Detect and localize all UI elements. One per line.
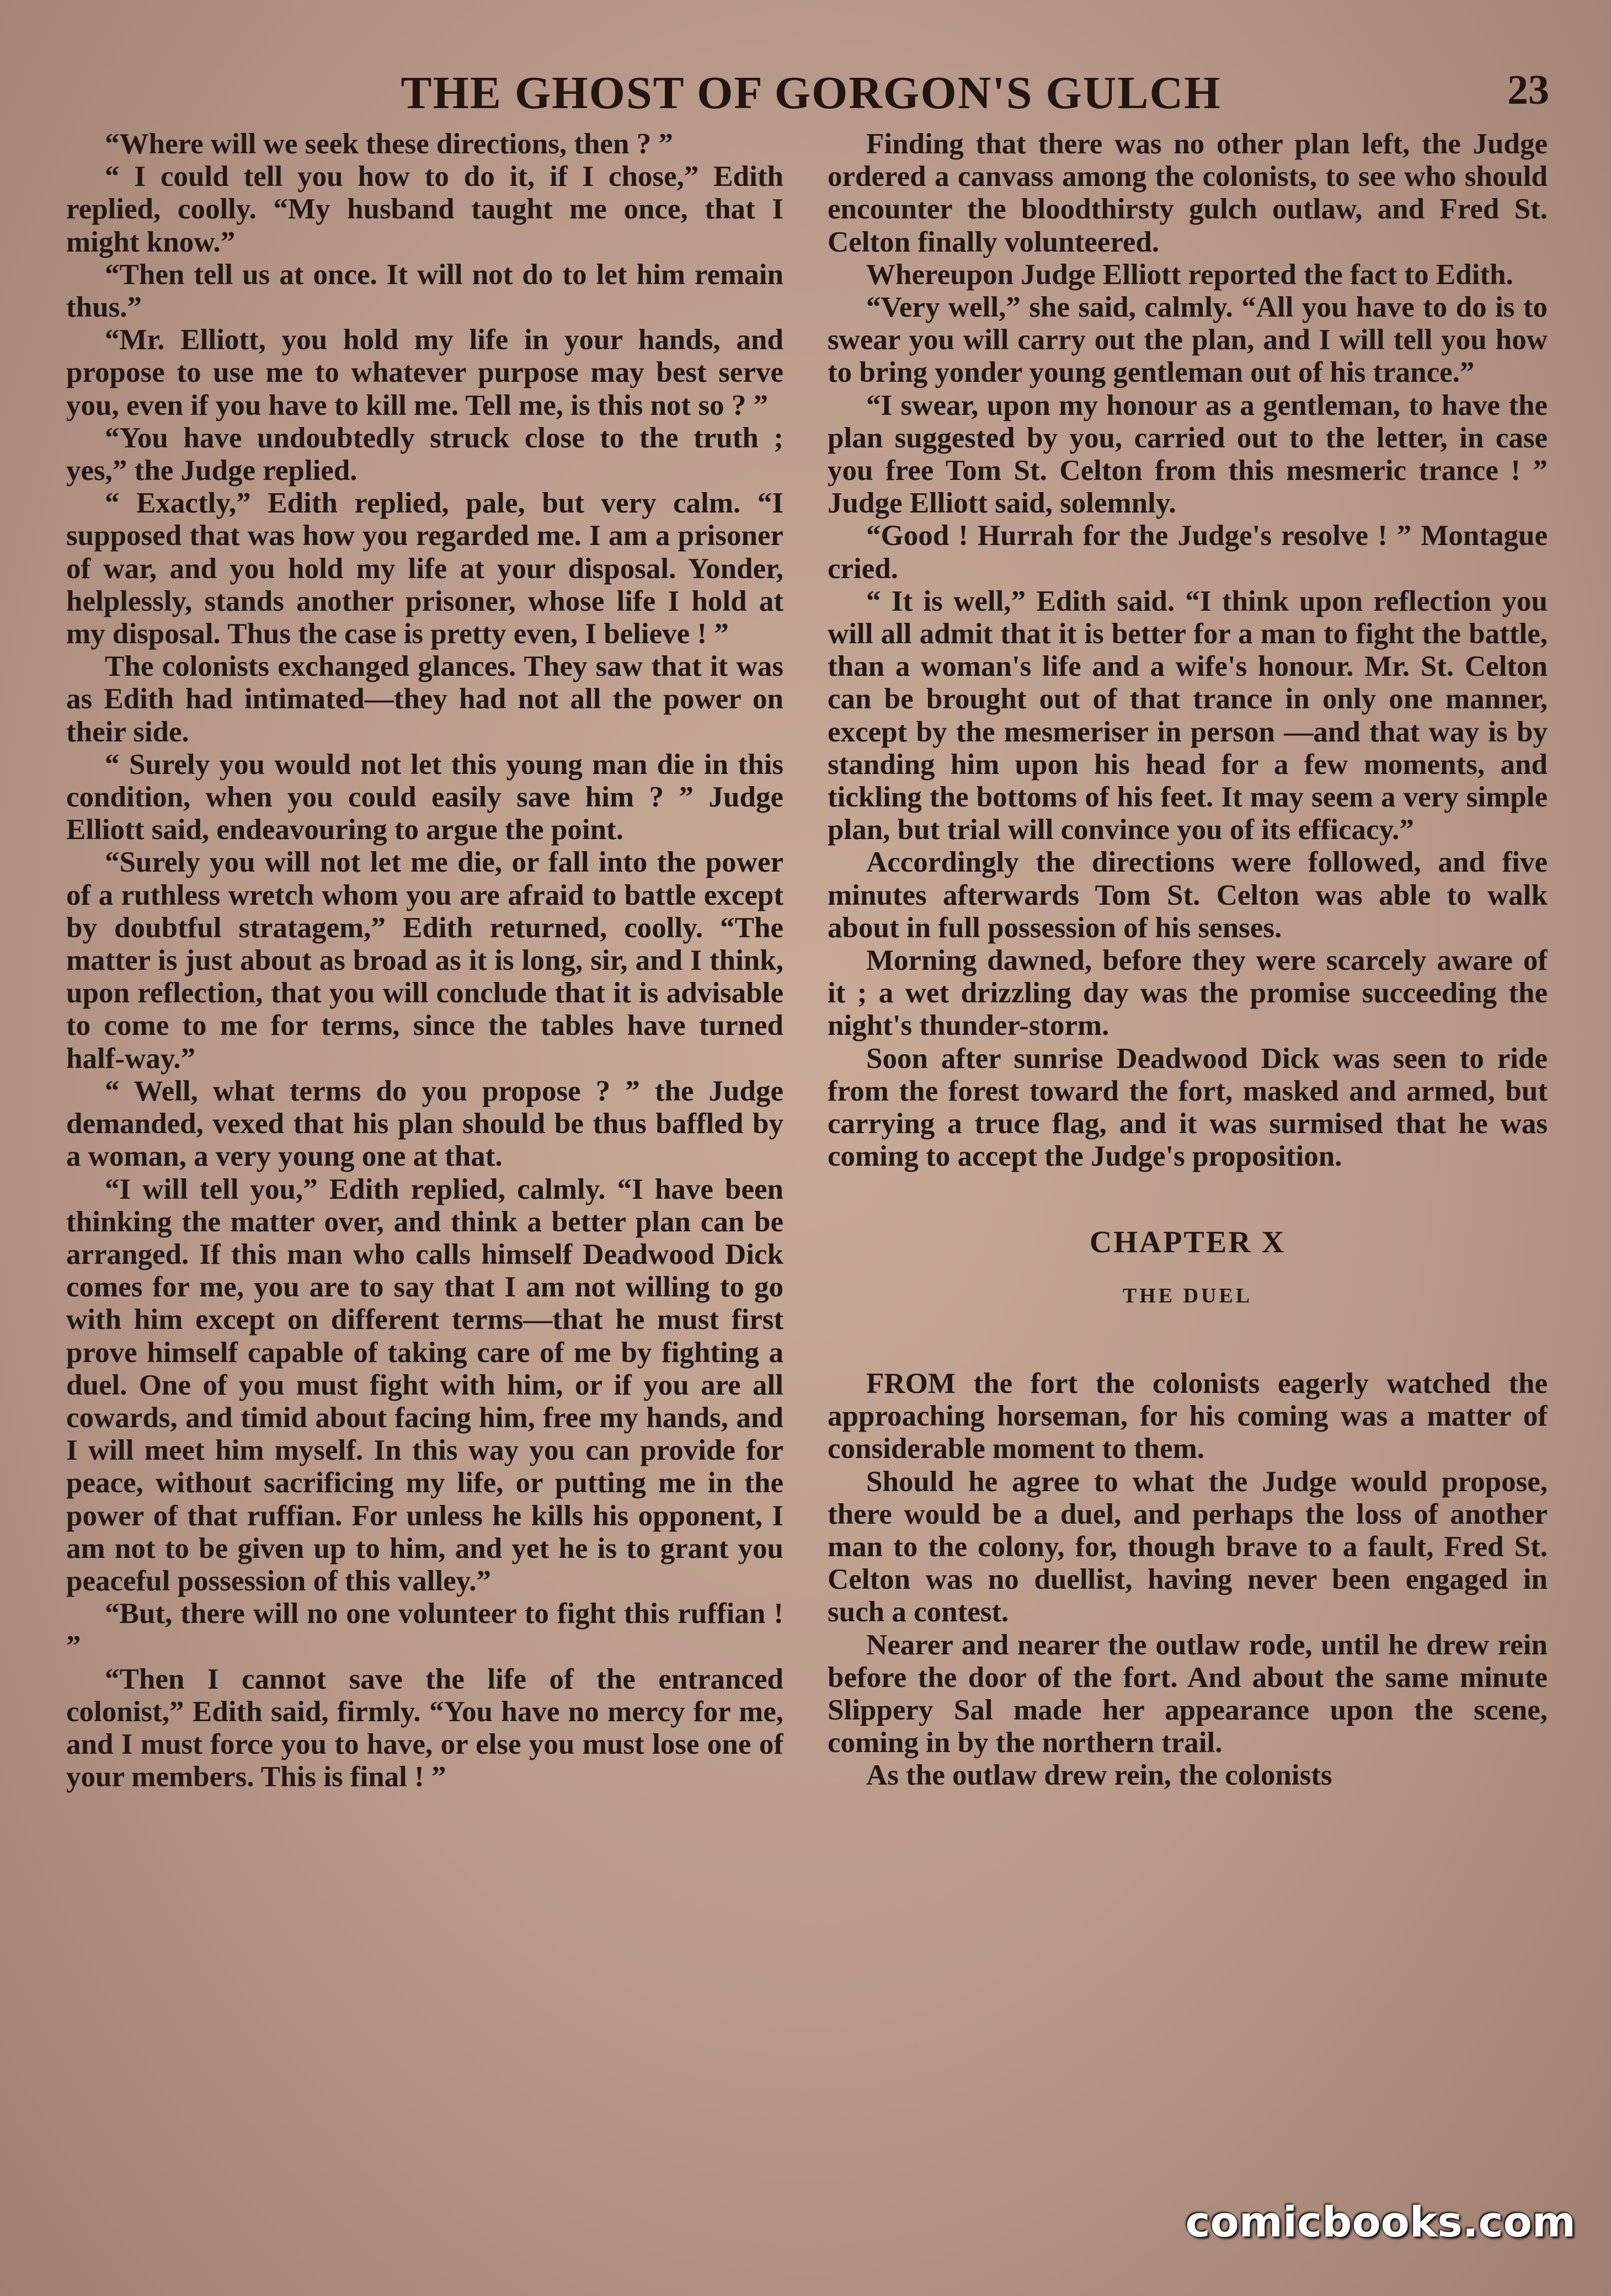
paragraph: Finding that there was no other plan left, the Judge ordered a canvass among the colonists, to see who should encounter the bloodthirsty gulch outlaw, and Fred St. Celton finally volunteered. — [828, 128, 1548, 258]
paragraph: “ Surely you would not let this young man die in this condition, when you could easily save him ? ” Judge Elliott said, endeavouring to argue the point. — [66, 748, 783, 846]
chapter-subtitle: THE DUEL — [1122, 1284, 1253, 1307]
paragraph: “Then tell us at once. It will not do to let him remain thus.” — [66, 258, 783, 324]
page-header — [66, 66, 1556, 127]
paragraph: “Very well,” she said, calmly. “All you have to do is to swear you will carry out the plan, and I will tell you how to bring yonder young gentleman out of his trance.” — [828, 291, 1548, 389]
left-column — [66, 128, 783, 2235]
paragraph: “ Well, what terms do you propose ? ” the Judge demanded, vexed that his plan should be thus baffled by a woman, a very young one at that. — [66, 1075, 783, 1173]
paragraph: “Where will we seek these directions, then ? ” — [105, 128, 673, 160]
paragraph: “Good ! Hurrah for the Judge's resolve ! ” Montague cried. — [828, 520, 1548, 585]
paragraph: “ I could tell you how to do it, if I chose,” Edith replied, coolly. “My husband taught me once, that I might know.” — [66, 161, 783, 258]
chapter-heading: CHAPTER X — [1089, 1225, 1286, 1259]
running-title: THE GHOST OF GORGON'S GULCH — [401, 67, 1221, 119]
paragraph: “Then I cannot save the life of the entranced colonist,” Edith said, firmly. “You have no mercy for me, and I must force you to have, or else you must lose one of your members. This is final ! ” — [66, 1663, 783, 1793]
paragraph: “Surely you will not let me die, or fall into the power of a ruthless wretch whom you are afraid to battle except by doubtful stratagem,” Edith returned, coolly. “The matter is just about as broad as it is long, sir, and I think, upon reflection, that you will conclude that it is advisable to come to me for terms, since the tables have turned half-way.” — [66, 846, 783, 1075]
paragraph: “I will tell you,” Edith replied, calmly. “I have been thinking the matter over, and think a better plan can be arranged. If this man who calls himself Deadwood Dick comes for me, you are to say that I am not willing to go with him except on different terms—that he must first prove himself capable of taking care of me by fighting a duel. One of you must fight with him, or if you are all cowards, and timid about facing him, free my hands, and I will meet him myself. In this way you can provide for peace, without sacrificing my life, or putting me in the power of that ruffian. For unless he kills his opponent, I am not to be given up to him, and yet he is to grant you peaceful possession of this valley.” — [66, 1173, 783, 1597]
paragraph: As the outlaw drew rein, the colonists — [866, 1759, 1332, 1792]
paragraph: “But, there will no one volunteer to fight this ruffian ! ” — [66, 1598, 783, 1663]
page-number: 23 — [1507, 67, 1549, 113]
paragraph: The colonists exchanged glances. They saw that it was as Edith had intimated—they had not all the power on their side. — [66, 650, 783, 748]
paragraph: FROM the fort the colonists eagerly watched the approaching horseman, for his coming was a matter of considerable moment to them. — [828, 1367, 1548, 1465]
paragraph: “I swear, upon my honour as a gentleman, to have the plan suggested by you, carried out to the letter, in case you free Tom St. Celton from this mesmeric trance ! ” Judge Elliott said, solemnly. — [828, 389, 1548, 520]
paragraph: “ It is well,” Edith said. “I think upon reflection you will all admit that it is better for a man to fight the battle, than a woman's life and a wife's honour. Mr. St. Celton can be brought out of that trance in only one manner, except by the mesmeriser in person —and that way is by standing him upon his head for a few moments, and tickling the bottoms of his feet. It may seem a very simple plan, but trial will convince you of its efficacy.” — [828, 585, 1548, 846]
site-watermark: comicbooks.com — [1185, 2197, 1576, 2246]
paragraph: Soon after sunrise Deadwood Dick was seen to ride from the forest toward the fort, masked and armed, but carrying a truce flag, and it was surmised that he was coming to accept the Judge's proposition. — [828, 1042, 1548, 1173]
right-column — [828, 128, 1548, 2235]
paragraph: Should he agree to what the Judge would propose, there would be a duel, and perhaps the loss of another man to the colony, for, though brave to a fault, Fred St. Celton was no duellist, having never been engaged in such a contest. — [828, 1465, 1548, 1628]
paragraph: Morning dawned, before they were scarcely aware of it ; a wet drizzling day was the promise succeeding the night's thunder-storm. — [828, 944, 1548, 1042]
paragraph: Whereupon Judge Elliott reported the fact to Edith. — [866, 258, 1513, 291]
paragraph: Nearer and nearer the outlaw rode, until he drew rein before the door of the fort. And about the same minute Slippery Sal made her appearance upon the scene, coming in by the northern trail. — [828, 1628, 1548, 1759]
paragraph: “ Exactly,” Edith replied, pale, but very calm. “I supposed that was how you regarded me. I am a prisoner of war, and you hold my life at your disposal. Yonder, helplessly, stands another prisoner, whose life I hold at my disposal. Thus the case is pretty even, I believe ! ” — [66, 487, 783, 650]
paragraph: Accordingly the directions were followed, and five minutes afterwards Tom St. Celton was able to walk about in full possession of his senses. — [828, 846, 1548, 944]
paragraph: “You have undoubtedly struck close to the truth ; yes,” the Judge replied. — [66, 421, 783, 487]
paragraph: “Mr. Elliott, you hold my life in your hands, and propose to use me to whatever purpose may best serve you, even if you have to kill me. Tell me, is this not so ? ” — [66, 324, 783, 421]
